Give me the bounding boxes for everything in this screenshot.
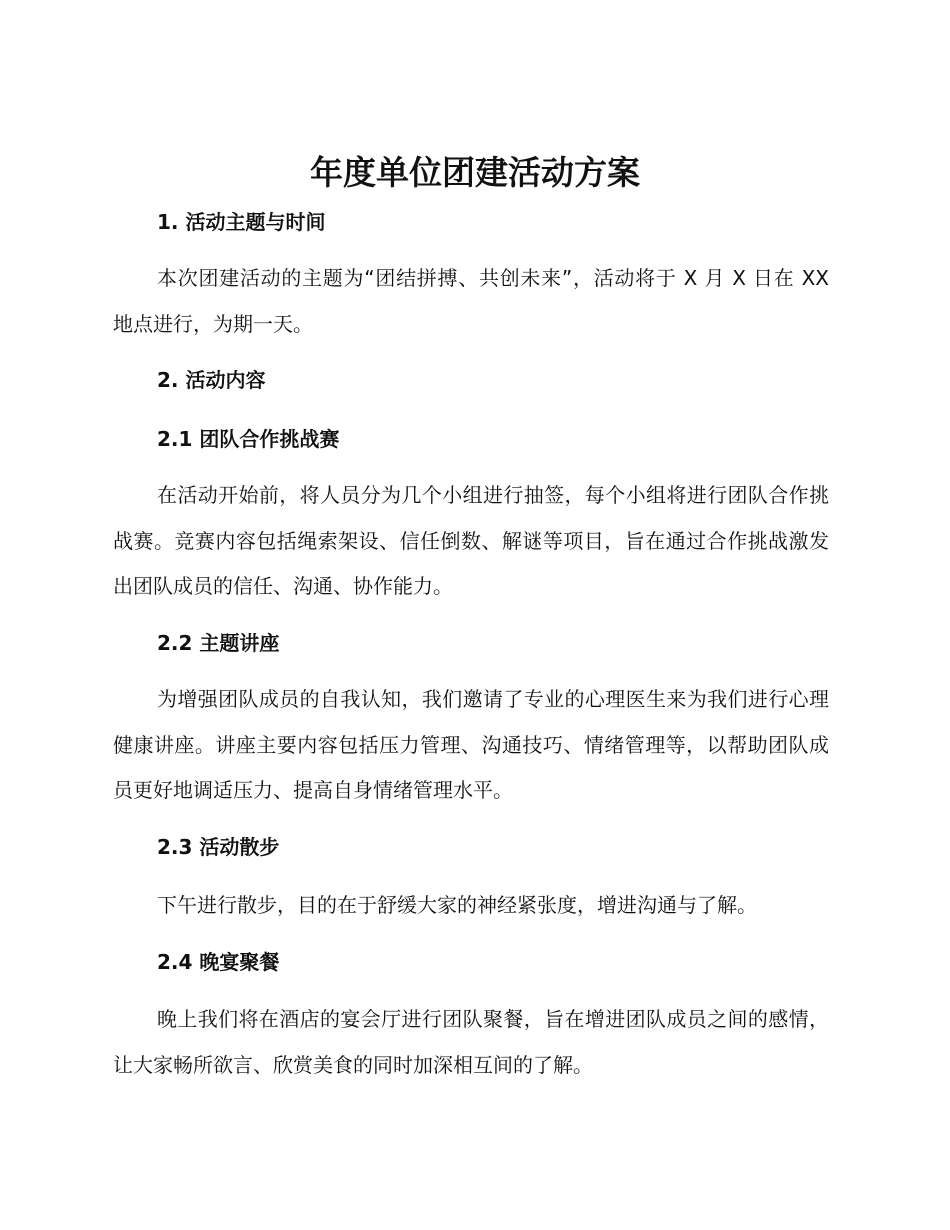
section-heading-team-challenge: 2.1 团队合作挑战赛 <box>157 427 340 451</box>
section-heading-theme-time: 1. 活动主题与时间 <box>157 210 326 234</box>
section-heading-walk: 2.3 活动散步 <box>157 835 280 859</box>
section-paragraph-dinner: 晚上我们将在酒店的宴会厅进行团队聚餐，旨在增进团队成员之间的感情，让大家畅所欲言、欣赏美食的同时加深相互间的了解。 <box>113 1007 829 1077</box>
section-paragraph-team-challenge: 在活动开始前，将人员分为几个小组进行抽签，每个小组将进行团队合作挑战赛。竞赛内容包括绳索架设、信任倒数、解谜等项目，旨在通过合作挑战激发出团队成员的信任、沟通、协作能力。 <box>113 483 829 598</box>
section-heading-lecture: 2.2 主题讲座 <box>157 631 280 655</box>
section-heading-content: 2. 活动内容 <box>157 368 266 392</box>
section-heading-dinner: 2.4 晚宴聚餐 <box>157 950 280 974</box>
section-paragraph-lecture: 为增强团队成员的自我认知，我们邀请了专业的心理医生来为我们进行心理健康讲座。讲座主要内容包括压力管理、沟通技巧、情绪管理等，以帮助团队成员更好地调适压力、提高自身情绪管理水平。 <box>113 687 829 802</box>
section-paragraph-walk: 下午进行散步，目的在于舒缓大家的神经紧张度，增进沟通与了解。 <box>157 893 757 917</box>
section-paragraph-theme-time: 本次团建活动的主题为“团结拼搏、共创未来”，活动将于 X 月 X 日在 XX 地点进行，为期一天。 <box>113 266 829 336</box>
document-title: 年度单位团建活动方案 <box>310 153 640 192</box>
